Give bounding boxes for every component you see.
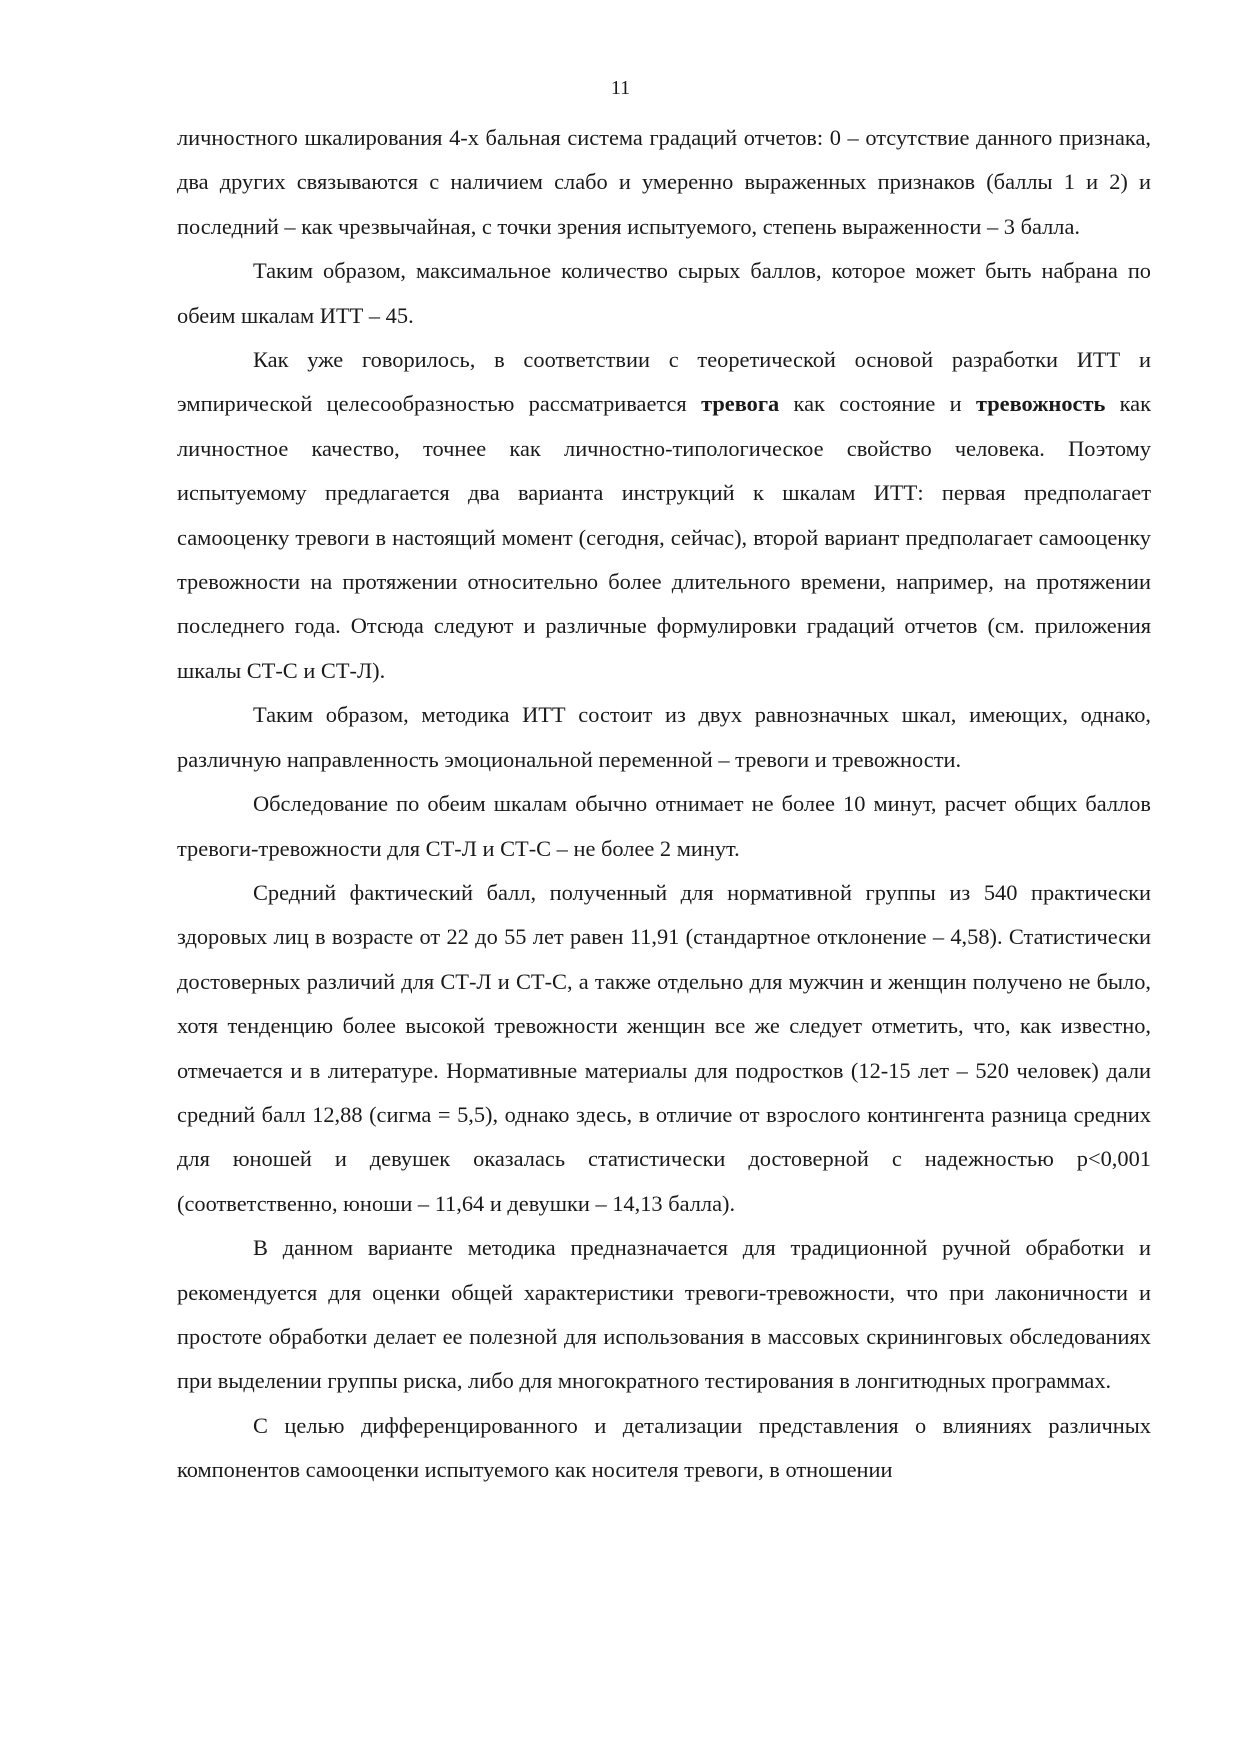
paragraph-text: Таким образом, методика ИТТ состоит из двух равнозначных шкал, имеющих, однако, различную направленность эмоциональной переменной – тревоги и тревожности.	[177, 702, 1151, 772]
paragraph-4	[177, 693, 1151, 782]
paragraph-text: как состояние и	[779, 391, 976, 417]
paragraph-text: С целью дифференцированного и детализации представления о влияниях различных компонентов самооценки испытуемого как носителя тревоги, в отношении	[177, 1412, 1151, 1483]
paragraph-1	[177, 116, 1151, 249]
paragraph-text: Таким образом, максимальное количество сырых баллов, которое может быть набрана по обеим шкалам ИТТ – 45.	[177, 258, 1151, 328]
document-body	[177, 116, 1151, 1493]
page-number: 11	[610, 77, 631, 99]
paragraph-text: Как уже говорилось, в соответствии с теоретической основой разработки ИТТ и эмпирической целесообразностью рассматривается	[177, 347, 1151, 417]
paragraph-2	[177, 249, 1151, 338]
paragraph-3	[177, 338, 1151, 693]
paragraph-text: Обследование по обеим шкалам обычно отнимает не более 10 минут, расчет общих баллов тревоги-тревожности для СТ-Л и СТ-С – не более 2 минут.	[177, 791, 1151, 861]
bold-term-anxiety-trait: тревожность	[975, 391, 1106, 417]
paragraph-text: как личностное качество, точнее как личностно-типологическое свойство человека. Поэтому испытуемому предлагается два варианта инструкций к шкалам ИТТ: первая предполагает самооценку тревоги в настоящий момент (сегодня, сейчас), второй вариант предполагает самооценку тревожности на протяжении относительно более длительного времени, например, на протяжении последнего года. Отсюда следуют и различные формулировки градаций отчетов (см. приложения шкалы СТ-С и СТ-Л).	[177, 391, 1151, 683]
paragraph-5	[177, 782, 1151, 871]
paragraph-8	[177, 1404, 1151, 1493]
paragraph-6	[177, 871, 1151, 1226]
paragraph-text: Средний фактический балл, полученный для нормативной группы из 540 практически здоровых лиц в возрасте от 22 до 55 лет равен 11,91 (стандартное отклонение – 4,58). Статистически достоверных различий для СТ-Л и СТ-С, а также отдельно для мужчин и женщин получено не было, хотя тенденцию более высокой тревожности женщин все же следует отметить, что, как известно, отмечается и в литературе. Нормативные материалы для подростков (12-15 лет – 520 человек) дали средний балл 12,88 (сигма = 5,5), однако здесь, в отличие от взрослого контингента разница средних для юношей и девушек оказалась статистически достоверной с надежностью р<0,001 (соответственно, юноши – 11,64 и девушки – 14,13 балла).	[177, 879, 1151, 1216]
paragraph-7	[177, 1226, 1151, 1404]
bold-term-anxiety-state: тревога	[701, 391, 780, 417]
paragraph-text: В данном варианте методика предназначается для традиционной ручной обработки и рекомендуется для оценки общей характеристики тревоги-тревожности, что при лаконичности и простоте обработки делает ее полезной для использования в массовых скрининговых обследованиях при выделении группы риска, либо для многократного тестирования в лонгитюдных программах.	[177, 1235, 1151, 1394]
paragraph-text: личностного шкалирования 4-х бальная система градаций отчетов: 0 – отсутствие данного признака, два других связываются с наличием слабо и умеренно выраженных признаков (баллы 1 и 2) и последний – как чрезвычайная, с точки зрения испытуемого, степень выраженности – 3 балла.	[177, 125, 1151, 239]
